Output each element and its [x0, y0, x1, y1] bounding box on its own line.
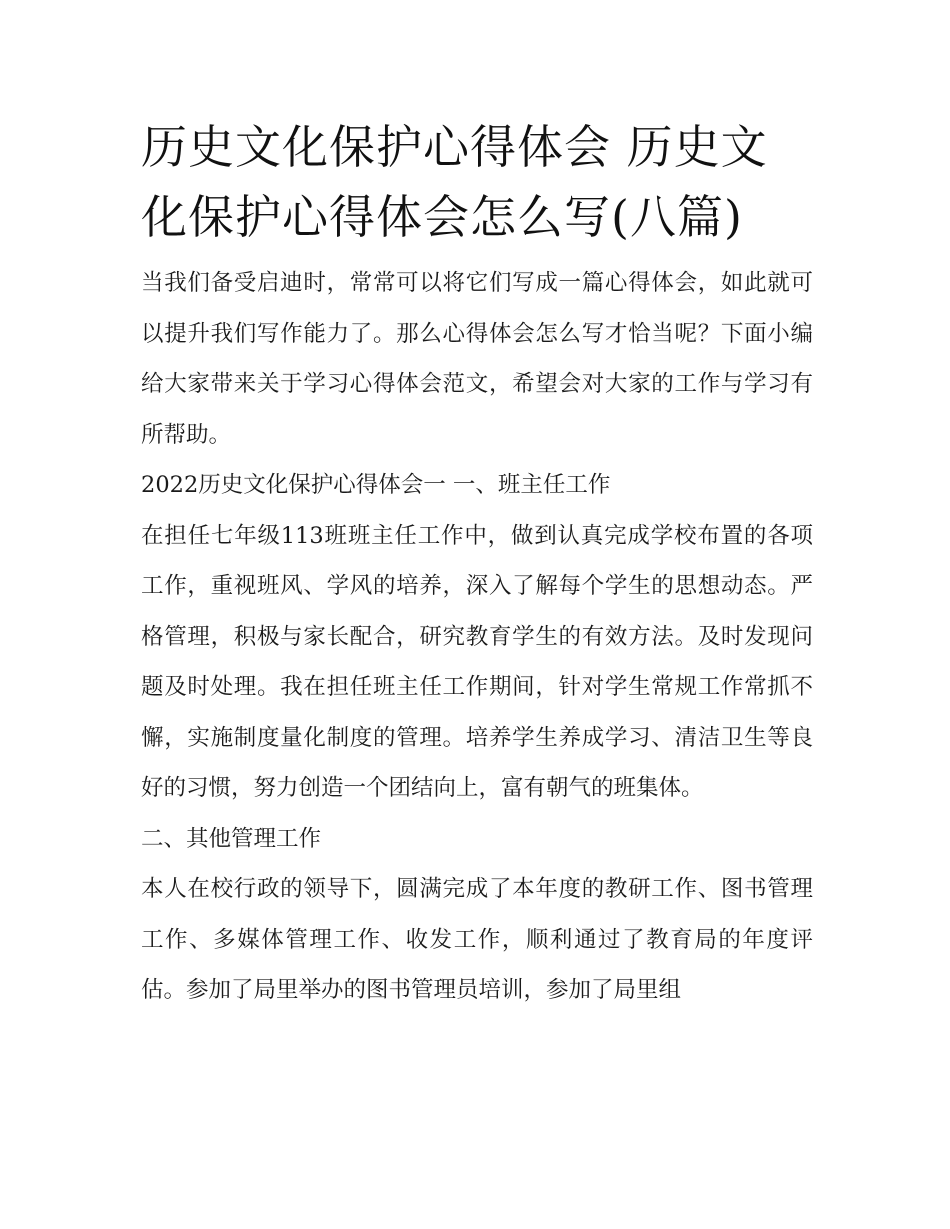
section-2-paragraph: 本人在校行政的领导下，圆满完成了本年度的教研工作、图书管理工作、多媒体管理工作、收发工作，顺利通过了教育局的年度评估。参加了局里举办的图书管理员培训，参加了局里组: [141, 876, 813, 1003]
section-1-paragraph: 在担任七年级113班班主任工作中，做到认真完成学校布置的各项工作，重视班风、学风的培养，深入了解每个学生的思想动态。严格管理，积极与家长配合，研究教育学生的有效方法。及时发现问题及时处理。我在担任班主任工作期间，针对学生常规工作常抓不懈，实施制度量化制度的管理。培养学生养成学习、清洁卫生等良好的习惯，努力创造一个团结向上，富有朝气的班集体。: [141, 522, 813, 801]
intro-paragraph: 当我们备受启迪时，常常可以将它们写成一篇心得体会，如此就可以提升我们写作能力了。那么心得体会怎么写才恰当呢？下面小编给大家带来关于学习心得体会范文，希望会对大家的工作与学习有所帮助。: [141, 270, 813, 448]
document-body: [141, 112, 813, 1016]
document-title: 历史文化保护心得体会 历史文化保护心得体会怎么写(八篇): [141, 120, 768, 244]
section-heading-1: 2022历史文化保护心得体会一 一、班主任工作: [141, 472, 611, 498]
section-heading-2: 二、其他管理工作: [141, 825, 322, 852]
